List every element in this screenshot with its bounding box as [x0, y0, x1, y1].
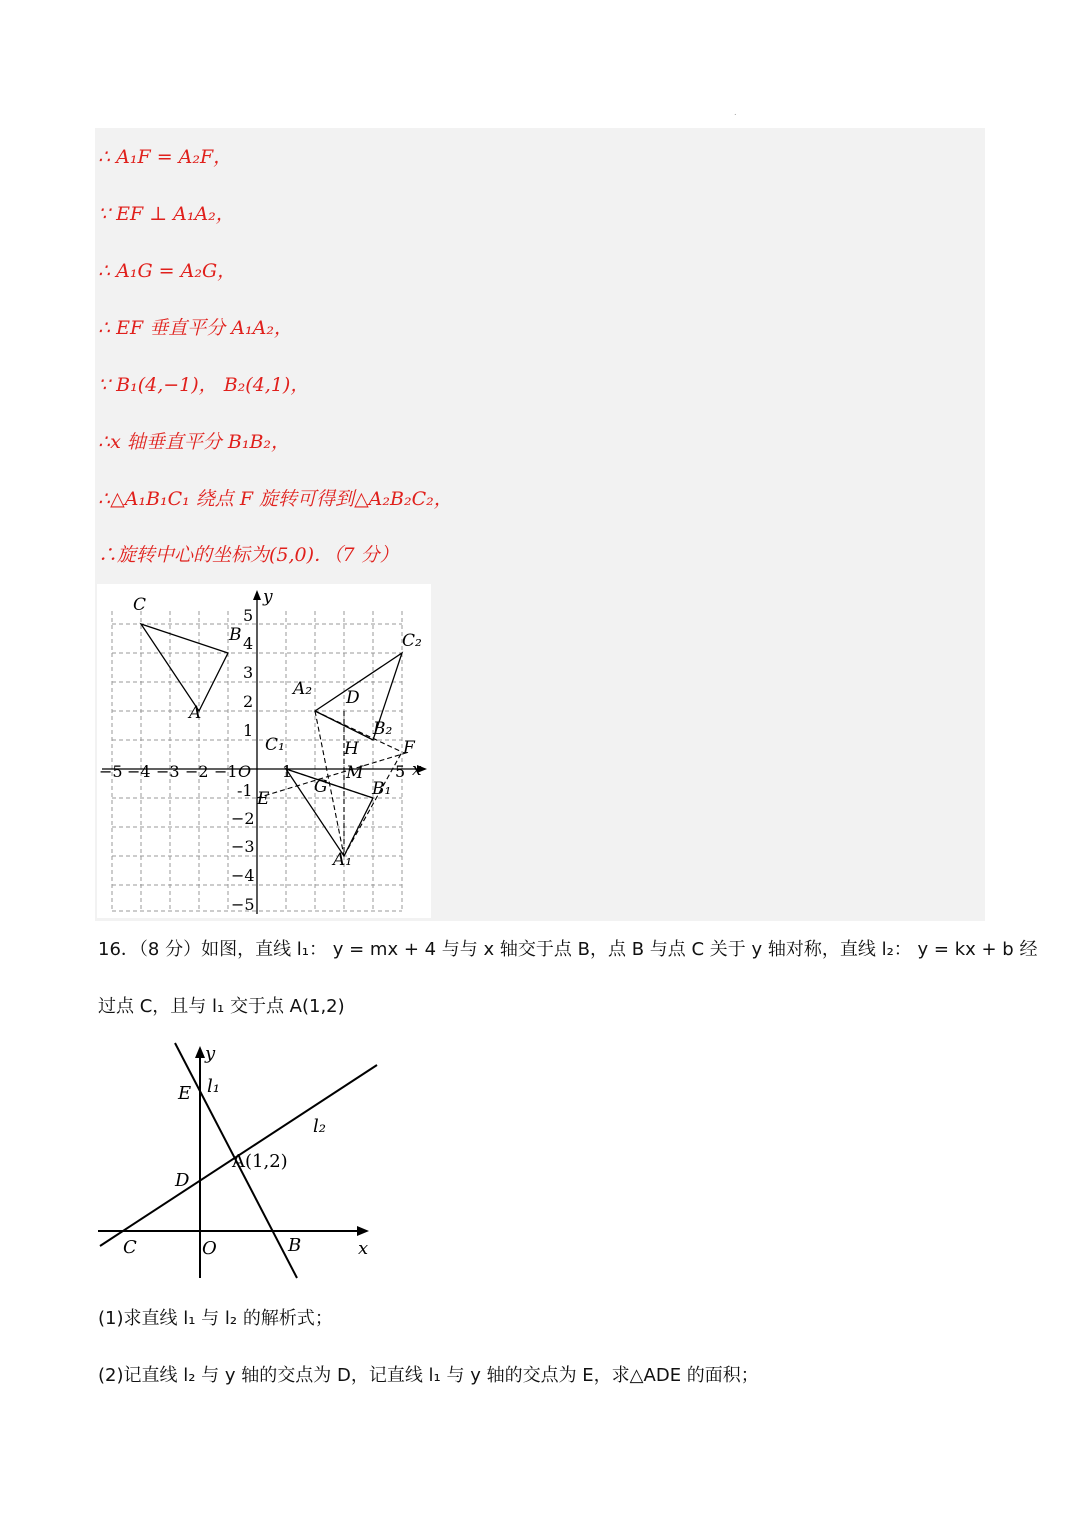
label-d: D: [346, 688, 360, 708]
question-16-line-1: 16．（8 分）如图，直线 l₁： y = mx + 4 与与 x 轴交于点 B，点 B 与点 C 关于 y 轴对称，直线 l₂： y = kx + b 经: [98, 939, 1038, 960]
label-b2: B: [288, 1235, 302, 1256]
label-a: A: [189, 703, 202, 723]
solution-line-5: ∵ B₁(4,−1)， B₂(4,1)，: [98, 374, 310, 396]
y-axis-arrow-2: [195, 1046, 205, 1058]
label-m: M: [346, 763, 364, 783]
y-tick-4: 4: [243, 634, 254, 653]
label-b2: B₂: [373, 719, 393, 739]
label-l2: l₂: [313, 1116, 326, 1137]
solution-line-2: ∵ EF ⊥ A₁A₂，: [98, 203, 235, 225]
origin-label: O: [238, 762, 252, 781]
x-tick-m4: −4: [127, 762, 151, 781]
solution-line-8: ∴旋转中心的坐标为(5,0)．（7 分）: [98, 544, 399, 566]
label-a2: A₂: [293, 679, 313, 699]
question-16-line-2: 过点 C，且与 l₁ 交于点 A(1,2): [98, 996, 345, 1017]
y-tick-5: 5: [243, 606, 254, 625]
y-tick-m4: −4: [231, 866, 255, 885]
y-axis-label: y: [263, 587, 273, 607]
label-c: C: [133, 595, 147, 615]
label-x: x: [358, 1238, 369, 1259]
label-a-point: A(1,2): [232, 1151, 288, 1172]
sub-question-2: (2)记直线 l₂ 与 y 轴的交点为 D，记直线 l₁ 与 y 轴的交点为 E，求△ADE 的面积；: [98, 1365, 759, 1386]
label-b: B: [229, 625, 242, 645]
solution-line-6: ∴x 轴垂直平分 B₁B₂，: [98, 431, 291, 453]
y-tick-m3: −3: [231, 837, 255, 856]
y-tick-3: 3: [243, 663, 254, 682]
x-tick-m1: −1: [214, 762, 238, 781]
x-tick-1: 1: [282, 762, 293, 781]
label-d2: D: [175, 1170, 190, 1191]
label-g: G: [314, 777, 328, 797]
lines-diagram: [95, 1040, 385, 1285]
label-b1: B₁: [372, 779, 392, 799]
y-tick-m1: -1: [237, 781, 253, 800]
x-tick-m2: −2: [185, 762, 209, 781]
label-e: E: [257, 789, 270, 809]
header-mark: .: [734, 108, 737, 117]
y-tick-labels: [231, 606, 255, 914]
label-f: F: [403, 738, 415, 758]
label-c2: C: [123, 1237, 137, 1258]
label-a1: A₁: [333, 850, 353, 870]
triangle-abc: [141, 624, 228, 711]
solution-line-7: ∴△A₁B₁C₁ 绕点 F 旋转可得到△A₂B₂C₂，: [98, 488, 453, 510]
label-c2: C₂: [402, 631, 422, 651]
y-tick-1: 1: [243, 721, 254, 740]
rotation-diagram-svg: [97, 584, 431, 918]
diagram-labels: [123, 1043, 368, 1259]
label-l1: l₁: [207, 1076, 220, 1097]
y-axis-arrow: [253, 590, 261, 600]
solution-line-3: ∴ A₁G = A₂G，: [98, 260, 237, 282]
solution-line-4: ∴ EF 垂直平分 A₁A₂，: [98, 317, 293, 339]
y-tick-m5: −5: [231, 895, 255, 914]
label-c1: C₁: [265, 735, 285, 755]
x-axis-arrow-2: [357, 1226, 369, 1236]
x-tick-m5: −5: [99, 762, 123, 781]
label-e2: E: [178, 1083, 192, 1104]
y-tick-2: 2: [243, 692, 254, 711]
sub-question-1: (1)求直线 l₁ 与 l₂ 的解析式；: [98, 1308, 333, 1329]
x-axis-label: x: [412, 760, 422, 780]
y-tick-m2: −2: [231, 809, 255, 828]
rotation-diagram: [97, 584, 431, 918]
solution-line-1: ∴ A₁F = A₂F，: [98, 146, 233, 168]
x-tick-5: 5: [395, 762, 406, 781]
label-o2: O: [202, 1238, 217, 1259]
label-h: H: [344, 739, 359, 759]
label-y: y: [205, 1043, 216, 1064]
x-tick-m3: −3: [156, 762, 180, 781]
lines-diagram-svg: [95, 1040, 385, 1285]
